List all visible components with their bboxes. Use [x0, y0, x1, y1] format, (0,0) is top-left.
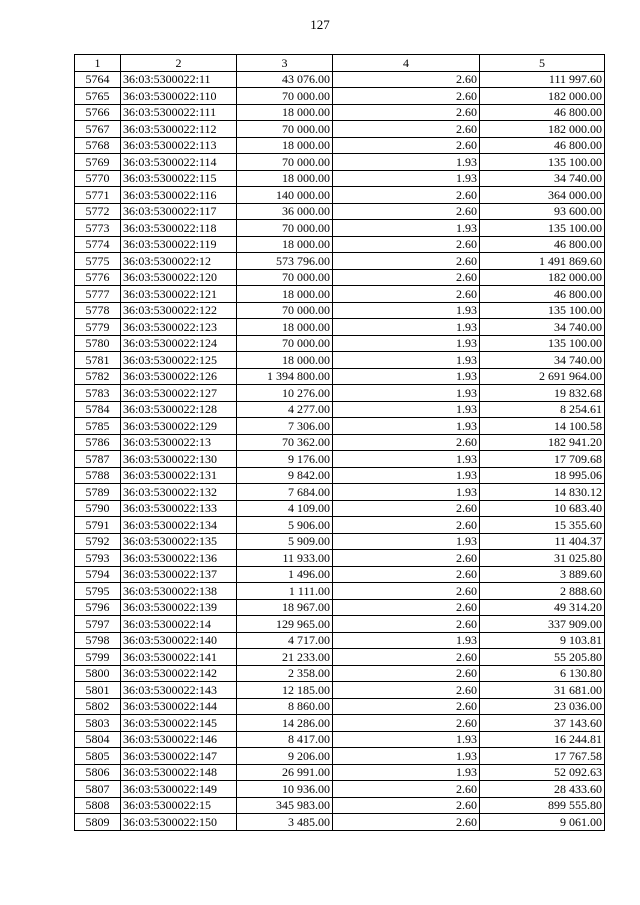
row-number-cell: 5767 — [75, 121, 121, 138]
value-cell: 3 889.60 — [480, 566, 605, 583]
rate-cell: 1.93 — [333, 533, 480, 550]
row-number-cell: 5771 — [75, 187, 121, 204]
table-row — [75, 517, 605, 534]
rate-cell: 1.93 — [333, 302, 480, 319]
row-number-cell: 5775 — [75, 253, 121, 270]
area-cell: 18 967.00 — [237, 599, 333, 616]
rate-cell: 2.60 — [333, 286, 480, 303]
area-cell: 7 684.00 — [237, 484, 333, 501]
table-row — [75, 302, 605, 319]
table-row — [75, 104, 605, 121]
table-row — [75, 319, 605, 336]
value-cell: 10 683.40 — [480, 500, 605, 517]
rate-cell: 2.60 — [333, 814, 480, 831]
area-cell: 18 000.00 — [237, 170, 333, 187]
cadastral-number-cell: 36:03:5300022:122 — [121, 302, 237, 319]
area-cell: 10 936.00 — [237, 781, 333, 798]
value-cell: 23 036.00 — [480, 698, 605, 715]
area-cell: 21 233.00 — [237, 649, 333, 666]
value-cell: 18 995.06 — [480, 467, 605, 484]
area-cell: 9 176.00 — [237, 451, 333, 468]
cadastral-number-cell: 36:03:5300022:131 — [121, 467, 237, 484]
row-number-cell: 5796 — [75, 599, 121, 616]
area-cell: 4 109.00 — [237, 500, 333, 517]
rate-cell: 1.93 — [333, 731, 480, 748]
value-cell: 31 025.80 — [480, 550, 605, 567]
table-row — [75, 286, 605, 303]
value-cell: 182 000.00 — [480, 121, 605, 138]
row-number-cell: 5791 — [75, 517, 121, 534]
area-cell: 2 358.00 — [237, 665, 333, 682]
area-cell: 18 000.00 — [237, 352, 333, 369]
rate-cell: 2.60 — [333, 71, 480, 88]
rate-cell: 2.60 — [333, 137, 480, 154]
rate-cell: 2.60 — [333, 665, 480, 682]
row-number-cell: 5808 — [75, 797, 121, 814]
value-cell: 17 709.68 — [480, 451, 605, 468]
cadastral-number-cell: 36:03:5300022:135 — [121, 533, 237, 550]
cadastral-number-cell: 36:03:5300022:117 — [121, 203, 237, 220]
area-cell: 18 000.00 — [237, 286, 333, 303]
cadastral-number-cell: 36:03:5300022:129 — [121, 418, 237, 435]
value-cell: 34 740.00 — [480, 352, 605, 369]
table-row — [75, 715, 605, 732]
value-cell: 19 832.68 — [480, 385, 605, 402]
value-cell: 46 800.00 — [480, 104, 605, 121]
area-cell: 70 000.00 — [237, 269, 333, 286]
cadastral-number-cell: 36:03:5300022:119 — [121, 236, 237, 253]
area-cell: 70 000.00 — [237, 88, 333, 105]
rate-cell: 1.93 — [333, 220, 480, 237]
table-row — [75, 269, 605, 286]
row-number-cell: 5772 — [75, 203, 121, 220]
rate-cell: 2.60 — [333, 434, 480, 451]
area-cell: 9 842.00 — [237, 467, 333, 484]
rate-cell: 2.60 — [333, 88, 480, 105]
row-number-cell: 5804 — [75, 731, 121, 748]
cadastral-number-cell: 36:03:5300022:121 — [121, 286, 237, 303]
rate-cell: 1.93 — [333, 467, 480, 484]
rate-cell: 2.60 — [333, 781, 480, 798]
cadastral-number-cell: 36:03:5300022:15 — [121, 797, 237, 814]
rate-cell: 1.93 — [333, 484, 480, 501]
area-cell: 14 286.00 — [237, 715, 333, 732]
cadastral-number-cell: 36:03:5300022:150 — [121, 814, 237, 831]
row-number-cell: 5798 — [75, 632, 121, 649]
cadastral-number-cell: 36:03:5300022:115 — [121, 170, 237, 187]
cadastral-number-cell: 36:03:5300022:126 — [121, 368, 237, 385]
table-row — [75, 649, 605, 666]
value-cell: 2 691 964.00 — [480, 368, 605, 385]
row-number-cell: 5790 — [75, 500, 121, 517]
value-cell: 6 130.80 — [480, 665, 605, 682]
area-cell: 11 933.00 — [237, 550, 333, 567]
area-cell: 36 000.00 — [237, 203, 333, 220]
value-cell: 182 000.00 — [480, 88, 605, 105]
row-number-cell: 5788 — [75, 467, 121, 484]
row-number-cell: 5807 — [75, 781, 121, 798]
column-header-2: 2 — [121, 55, 237, 72]
area-cell: 70 000.00 — [237, 335, 333, 352]
rate-cell: 1.93 — [333, 748, 480, 765]
table-row — [75, 797, 605, 814]
cadastral-number-cell: 36:03:5300022:149 — [121, 781, 237, 798]
table-row — [75, 253, 605, 270]
area-cell: 129 965.00 — [237, 616, 333, 633]
area-cell: 5 906.00 — [237, 517, 333, 534]
cadastral-number-cell: 36:03:5300022:142 — [121, 665, 237, 682]
area-cell: 3 485.00 — [237, 814, 333, 831]
row-number-cell: 5782 — [75, 368, 121, 385]
value-cell: 34 740.00 — [480, 170, 605, 187]
row-number-cell: 5777 — [75, 286, 121, 303]
area-cell: 18 000.00 — [237, 319, 333, 336]
cadastral-number-cell: 36:03:5300022:116 — [121, 187, 237, 204]
area-cell: 43 076.00 — [237, 71, 333, 88]
row-number-cell: 5773 — [75, 220, 121, 237]
row-number-cell: 5795 — [75, 583, 121, 600]
column-header-1: 1 — [75, 55, 121, 72]
rate-cell: 1.93 — [333, 764, 480, 781]
rate-cell: 1.93 — [333, 170, 480, 187]
row-number-cell: 5787 — [75, 451, 121, 468]
area-cell: 140 000.00 — [237, 187, 333, 204]
value-cell: 46 800.00 — [480, 236, 605, 253]
table-row — [75, 484, 605, 501]
area-cell: 10 276.00 — [237, 385, 333, 402]
table-row — [75, 401, 605, 418]
row-number-cell: 5800 — [75, 665, 121, 682]
rate-cell: 2.60 — [333, 269, 480, 286]
value-cell: 364 000.00 — [480, 187, 605, 204]
table-row — [75, 731, 605, 748]
rate-cell: 2.60 — [333, 649, 480, 666]
rate-cell: 2.60 — [333, 550, 480, 567]
value-cell: 182 941.20 — [480, 434, 605, 451]
cadastral-number-cell: 36:03:5300022:113 — [121, 137, 237, 154]
area-cell: 70 000.00 — [237, 154, 333, 171]
table-row — [75, 170, 605, 187]
area-cell: 7 306.00 — [237, 418, 333, 435]
cadastral-number-cell: 36:03:5300022:147 — [121, 748, 237, 765]
rate-cell: 2.60 — [333, 517, 480, 534]
value-cell: 31 681.00 — [480, 682, 605, 699]
table-body — [75, 71, 605, 830]
rate-cell: 2.60 — [333, 715, 480, 732]
row-number-cell: 5778 — [75, 302, 121, 319]
value-cell: 135 100.00 — [480, 154, 605, 171]
table-row — [75, 550, 605, 567]
value-cell: 182 000.00 — [480, 269, 605, 286]
cadastral-number-cell: 36:03:5300022:123 — [121, 319, 237, 336]
cadastral-number-cell: 36:03:5300022:141 — [121, 649, 237, 666]
cadastral-number-cell: 36:03:5300022:120 — [121, 269, 237, 286]
rate-cell: 2.60 — [333, 236, 480, 253]
rate-cell: 1.93 — [333, 632, 480, 649]
cadastral-number-cell: 36:03:5300022:13 — [121, 434, 237, 451]
value-cell: 46 800.00 — [480, 286, 605, 303]
value-cell: 135 100.00 — [480, 220, 605, 237]
area-cell: 4 277.00 — [237, 401, 333, 418]
value-cell: 17 767.58 — [480, 748, 605, 765]
table-row — [75, 682, 605, 699]
rate-cell: 2.60 — [333, 698, 480, 715]
row-number-cell: 5765 — [75, 88, 121, 105]
row-number-cell: 5780 — [75, 335, 121, 352]
cadastral-number-cell: 36:03:5300022:125 — [121, 352, 237, 369]
row-number-cell: 5781 — [75, 352, 121, 369]
area-cell: 9 206.00 — [237, 748, 333, 765]
cadastral-number-cell: 36:03:5300022:132 — [121, 484, 237, 501]
area-cell: 70 000.00 — [237, 220, 333, 237]
cadastral-number-cell: 36:03:5300022:139 — [121, 599, 237, 616]
value-cell: 8 254.61 — [480, 401, 605, 418]
cadastral-number-cell: 36:03:5300022:12 — [121, 253, 237, 270]
table-row — [75, 748, 605, 765]
cadastral-number-cell: 36:03:5300022:148 — [121, 764, 237, 781]
rate-cell: 2.60 — [333, 583, 480, 600]
area-cell: 8 417.00 — [237, 731, 333, 748]
row-number-cell: 5801 — [75, 682, 121, 699]
rate-cell: 1.93 — [333, 368, 480, 385]
rate-cell: 2.60 — [333, 566, 480, 583]
row-number-cell: 5770 — [75, 170, 121, 187]
row-number-cell: 5809 — [75, 814, 121, 831]
row-number-cell: 5803 — [75, 715, 121, 732]
column-header-5: 5 — [480, 55, 605, 72]
value-cell: 46 800.00 — [480, 137, 605, 154]
rate-cell: 1.93 — [333, 352, 480, 369]
rate-cell: 2.60 — [333, 121, 480, 138]
rate-cell: 1.93 — [333, 335, 480, 352]
rate-cell: 1.93 — [333, 319, 480, 336]
table-row — [75, 467, 605, 484]
cadastral-number-cell: 36:03:5300022:114 — [121, 154, 237, 171]
table-row — [75, 632, 605, 649]
value-cell: 14 830.12 — [480, 484, 605, 501]
row-number-cell: 5802 — [75, 698, 121, 715]
area-cell: 5 909.00 — [237, 533, 333, 550]
area-cell: 18 000.00 — [237, 137, 333, 154]
table-row — [75, 698, 605, 715]
cadastral-number-cell: 36:03:5300022:144 — [121, 698, 237, 715]
table-row — [75, 599, 605, 616]
row-number-cell: 5764 — [75, 71, 121, 88]
table-row — [75, 814, 605, 831]
table-row — [75, 154, 605, 171]
area-cell: 573 796.00 — [237, 253, 333, 270]
table-row — [75, 616, 605, 633]
area-cell: 70 000.00 — [237, 302, 333, 319]
value-cell: 37 143.60 — [480, 715, 605, 732]
value-cell: 135 100.00 — [480, 302, 605, 319]
cadastral-number-cell: 36:03:5300022:133 — [121, 500, 237, 517]
cadastral-number-cell: 36:03:5300022:130 — [121, 451, 237, 468]
cadastral-number-cell: 36:03:5300022:111 — [121, 104, 237, 121]
table-row — [75, 335, 605, 352]
row-number-cell: 5799 — [75, 649, 121, 666]
value-cell: 135 100.00 — [480, 335, 605, 352]
table-row — [75, 385, 605, 402]
value-cell: 49 314.20 — [480, 599, 605, 616]
rate-cell: 2.60 — [333, 187, 480, 204]
table-row — [75, 88, 605, 105]
table-row — [75, 533, 605, 550]
value-cell: 11 404.37 — [480, 533, 605, 550]
value-cell: 111 997.60 — [480, 71, 605, 88]
column-header-3: 3 — [237, 55, 333, 72]
row-number-cell: 5785 — [75, 418, 121, 435]
row-number-cell: 5786 — [75, 434, 121, 451]
cadastral-number-cell: 36:03:5300022:127 — [121, 385, 237, 402]
cadastral-number-cell: 36:03:5300022:134 — [121, 517, 237, 534]
rate-cell: 2.60 — [333, 104, 480, 121]
cadastral-number-cell: 36:03:5300022:118 — [121, 220, 237, 237]
table-row — [75, 451, 605, 468]
value-cell: 899 555.80 — [480, 797, 605, 814]
value-cell: 9 061.00 — [480, 814, 605, 831]
table-row — [75, 566, 605, 583]
rate-cell: 2.60 — [333, 500, 480, 517]
cadastral-number-cell: 36:03:5300022:14 — [121, 616, 237, 633]
table-row — [75, 203, 605, 220]
table-row — [75, 764, 605, 781]
value-cell: 9 103.81 — [480, 632, 605, 649]
rate-cell: 2.60 — [333, 599, 480, 616]
cadastral-number-cell: 36:03:5300022:124 — [121, 335, 237, 352]
table-row — [75, 368, 605, 385]
value-cell: 34 740.00 — [480, 319, 605, 336]
row-number-cell: 5794 — [75, 566, 121, 583]
value-cell: 28 433.60 — [480, 781, 605, 798]
rate-cell: 1.93 — [333, 418, 480, 435]
cadastral-number-cell: 36:03:5300022:145 — [121, 715, 237, 732]
cadastral-number-cell: 36:03:5300022:140 — [121, 632, 237, 649]
rate-cell: 2.60 — [333, 797, 480, 814]
rate-cell: 2.60 — [333, 616, 480, 633]
area-cell: 1 394 800.00 — [237, 368, 333, 385]
value-cell: 93 600.00 — [480, 203, 605, 220]
area-cell: 18 000.00 — [237, 104, 333, 121]
cadastral-number-cell: 36:03:5300022:137 — [121, 566, 237, 583]
header-row — [75, 55, 605, 72]
table-row — [75, 220, 605, 237]
column-header-4: 4 — [333, 55, 480, 72]
value-cell: 15 355.60 — [480, 517, 605, 534]
row-number-cell: 5806 — [75, 764, 121, 781]
row-number-cell: 5774 — [75, 236, 121, 253]
rate-cell: 2.60 — [333, 203, 480, 220]
row-number-cell: 5769 — [75, 154, 121, 171]
rate-cell: 1.93 — [333, 154, 480, 171]
rate-cell: 2.60 — [333, 253, 480, 270]
area-cell: 12 185.00 — [237, 682, 333, 699]
area-cell: 345 983.00 — [237, 797, 333, 814]
table-row — [75, 583, 605, 600]
value-cell: 1 491 869.60 — [480, 253, 605, 270]
value-cell: 2 888.60 — [480, 583, 605, 600]
table-row — [75, 121, 605, 138]
table-row — [75, 187, 605, 204]
area-cell: 8 860.00 — [237, 698, 333, 715]
row-number-cell: 5797 — [75, 616, 121, 633]
cadastral-number-cell: 36:03:5300022:143 — [121, 682, 237, 699]
rate-cell: 1.93 — [333, 401, 480, 418]
value-cell: 337 909.00 — [480, 616, 605, 633]
value-cell: 14 100.58 — [480, 418, 605, 435]
table-row — [75, 418, 605, 435]
row-number-cell: 5805 — [75, 748, 121, 765]
row-number-cell: 5793 — [75, 550, 121, 567]
area-cell: 1 111.00 — [237, 583, 333, 600]
page-number: 127 — [310, 17, 330, 32]
row-number-cell: 5776 — [75, 269, 121, 286]
rate-cell: 1.93 — [333, 385, 480, 402]
row-number-cell: 5789 — [75, 484, 121, 501]
cadastral-number-cell: 36:03:5300022:146 — [121, 731, 237, 748]
row-number-cell: 5779 — [75, 319, 121, 336]
cadastral-number-cell: 36:03:5300022:136 — [121, 550, 237, 567]
table-row — [75, 137, 605, 154]
table-row — [75, 500, 605, 517]
cadastral-number-cell: 36:03:5300022:128 — [121, 401, 237, 418]
area-cell: 4 717.00 — [237, 632, 333, 649]
row-number-cell: 5792 — [75, 533, 121, 550]
cadastral-number-cell: 36:03:5300022:112 — [121, 121, 237, 138]
area-cell: 18 000.00 — [237, 236, 333, 253]
cadastral-number-cell: 36:03:5300022:110 — [121, 88, 237, 105]
cadastral-value-table — [74, 54, 605, 831]
area-cell: 70 000.00 — [237, 121, 333, 138]
table-row — [75, 236, 605, 253]
table-row — [75, 71, 605, 88]
area-cell: 26 991.00 — [237, 764, 333, 781]
cadastral-number-cell: 36:03:5300022:11 — [121, 71, 237, 88]
area-cell: 1 496.00 — [237, 566, 333, 583]
row-number-cell: 5768 — [75, 137, 121, 154]
table-row — [75, 665, 605, 682]
value-cell: 52 092.63 — [480, 764, 605, 781]
table-row — [75, 352, 605, 369]
area-cell: 70 362.00 — [237, 434, 333, 451]
rate-cell: 2.60 — [333, 682, 480, 699]
value-cell: 55 205.80 — [480, 649, 605, 666]
rate-cell: 1.93 — [333, 451, 480, 468]
cadastral-number-cell: 36:03:5300022:138 — [121, 583, 237, 600]
value-cell: 16 244.81 — [480, 731, 605, 748]
table-row — [75, 434, 605, 451]
row-number-cell: 5766 — [75, 104, 121, 121]
table-row — [75, 781, 605, 798]
row-number-cell: 5784 — [75, 401, 121, 418]
row-number-cell: 5783 — [75, 385, 121, 402]
